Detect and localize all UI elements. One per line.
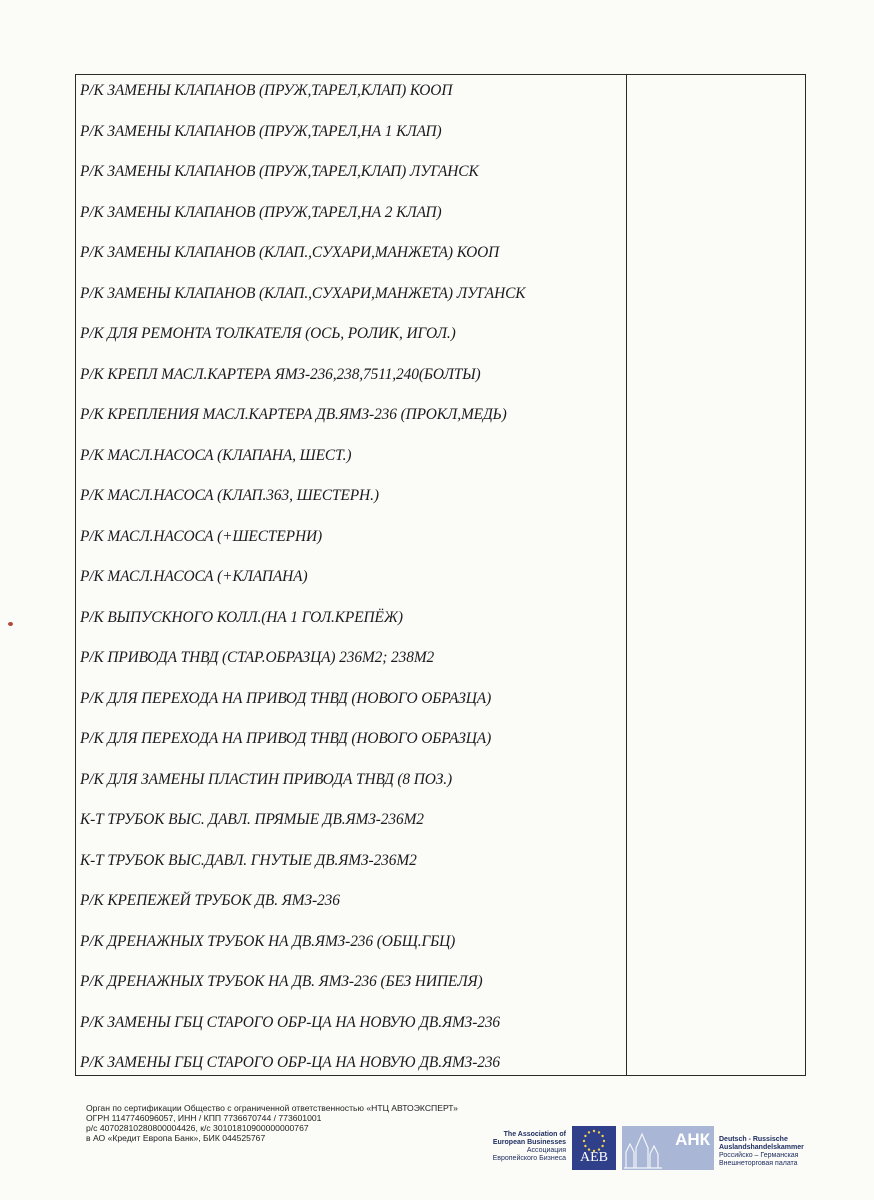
parts-table bbox=[75, 74, 806, 1076]
parts-row: К-Т ТРУБОК ВЫС.ДАВЛ. ГНУТЫЕ ДВ.ЯМЗ-236М2 bbox=[80, 852, 417, 869]
ahk-logo bbox=[622, 1126, 714, 1170]
parts-row: Р/К ДЛЯ ПЕРЕХОДА НА ПРИВОД ТНВД (НОВОГО ОБРАЗЦА) bbox=[80, 690, 492, 707]
parts-row: Р/К МАСЛ.НАСОСА (+ШЕСТЕРНИ) bbox=[80, 528, 322, 545]
parts-row: Р/К ДЛЯ ЗАМЕНЫ ПЛАСТИН ПРИВОДА ТНВД (8 ПОЗ.) bbox=[80, 771, 453, 788]
parts-row: Р/К ДЛЯ ПЕРЕХОДА НА ПРИВОД ТНВД (НОВОГО ОБРАЗЦА) bbox=[80, 730, 492, 747]
parts-row: Р/К ЗАМЕНЫ КЛАПАНОВ (ПРУЖ,ТАРЕЛ,НА 1 КЛАП) bbox=[80, 123, 442, 140]
aeb-logo bbox=[572, 1126, 616, 1170]
ahk-caption bbox=[719, 1136, 804, 1168]
aeb-name-en: European Businesses bbox=[492, 1139, 566, 1146]
parts-row: Р/К ДЛЯ РЕМОНТА ТОЛКАТЕЛЯ (ОСЬ, РОЛИК, ИГОЛ.) bbox=[80, 325, 456, 342]
parts-row: Р/К КРЕПЛ МАСЛ.КАРТЕРА ЯМЗ-236,238,7511,240(БОЛТЫ) bbox=[80, 366, 481, 383]
ahk-name-ru: Российско – Германская bbox=[719, 1152, 799, 1159]
parts-row: Р/К МАСЛ.НАСОСА (КЛАПАНА, ШЕСТ.) bbox=[80, 447, 352, 464]
parts-row: Р/К МАСЛ.НАСОСА (КЛАП.363, ШЕСТЕРН.) bbox=[80, 487, 379, 504]
parts-row: Р/К ВЫПУСКНОГО КОЛЛ.(НА 1 ГОЛ.КРЕПЁЖ) bbox=[80, 609, 403, 626]
ahk-name-de: Deutsch - Russische bbox=[719, 1136, 788, 1143]
footer-line: в АО «Кредит Европа Банк», БИК 044525767 bbox=[86, 1133, 266, 1143]
parts-row: Р/К ЗАМЕНЫ КЛАПАНОВ (КЛАП.,СУХАРИ,МАНЖЕТА) ЛУГАНСК bbox=[80, 285, 526, 302]
parts-row: Р/К ЗАМЕНЫ ГБЦ СТАРОГО ОБР-ЦА НА НОВУЮ ДВ.ЯМЗ-236 bbox=[80, 1014, 501, 1031]
footer-line: р/с 40702810280800004426, к/с 30101810900000000767 bbox=[86, 1123, 309, 1133]
parts-row: Р/К КРЕПЕЖЕЙ ТРУБОК ДВ. ЯМЗ-236 bbox=[80, 892, 340, 909]
parts-row: Р/К ЗАМЕНЫ КЛАПАНОВ (КЛАП.,СУХАРИ,МАНЖЕТА) КООП bbox=[80, 244, 500, 261]
aeb-logo-letters: АЕВ bbox=[580, 1150, 608, 1165]
ahk-name-ru: Внешнеторговая палата bbox=[719, 1160, 798, 1167]
parts-row: Р/К ЗАМЕНЫ ГБЦ СТАРОГО ОБР-ЦА НА НОВУЮ ДВ.ЯМЗ-236 bbox=[80, 1054, 501, 1071]
aeb-name-en: The Association of bbox=[503, 1131, 566, 1138]
aeb-caption bbox=[470, 1131, 566, 1163]
ahk-name-de: Auslandshandelskammer bbox=[719, 1144, 804, 1151]
parts-row: Р/К ДРЕНАЖНЫХ ТРУБОК НА ДВ. ЯМЗ-236 (БЕЗ НИПЕЛЯ) bbox=[80, 973, 483, 990]
ahk-logo-letters: АНК bbox=[675, 1130, 710, 1149]
ink-mark bbox=[8, 622, 13, 626]
parts-row: К-Т ТРУБОК ВЫС. ДАВЛ. ПРЯМЫЕ ДВ.ЯМЗ-236М2 bbox=[80, 811, 424, 828]
footer-line: ОГРН 1147746096057, ИНН / КПП 7736670744 / 773601001 bbox=[86, 1113, 322, 1123]
aeb-name-ru: Ассоциация bbox=[526, 1147, 566, 1154]
parts-row: Р/К МАСЛ.НАСОСА (+КЛАПАНА) bbox=[80, 568, 308, 585]
column-divider bbox=[626, 75, 627, 1075]
footer-requisites bbox=[86, 1103, 458, 1143]
parts-row: Р/К ЗАМЕНЫ КЛАПАНОВ (ПРУЖ,ТАРЕЛ,КЛАП) ЛУГАНСК bbox=[80, 163, 479, 180]
parts-row: Р/К ЗАМЕНЫ КЛАПАНОВ (ПРУЖ,ТАРЕЛ,КЛАП) КООП bbox=[80, 82, 453, 99]
parts-row: Р/К ЗАМЕНЫ КЛАПАНОВ (ПРУЖ,ТАРЕЛ,НА 2 КЛАП) bbox=[80, 204, 442, 221]
parts-row: Р/К ДРЕНАЖНЫХ ТРУБОК НА ДВ.ЯМЗ-236 (ОБЩ.ГБЦ) bbox=[80, 933, 456, 950]
parts-row: Р/К КРЕПЛЕНИЯ МАСЛ.КАРТЕРА ДВ.ЯМЗ-236 (ПРОКЛ,МЕДЬ) bbox=[80, 406, 507, 423]
footer-line: Орган по сертификации Общество с ограниченной ответственностью «НТЦ АВТОЭКСПЕРТ» bbox=[86, 1103, 458, 1113]
parts-row: Р/К ПРИВОДА ТНВД (СТАР.ОБРАЗЦА) 236М2; 238М2 bbox=[80, 649, 435, 666]
aeb-name-ru: Европейского Бизнеса bbox=[492, 1155, 566, 1162]
